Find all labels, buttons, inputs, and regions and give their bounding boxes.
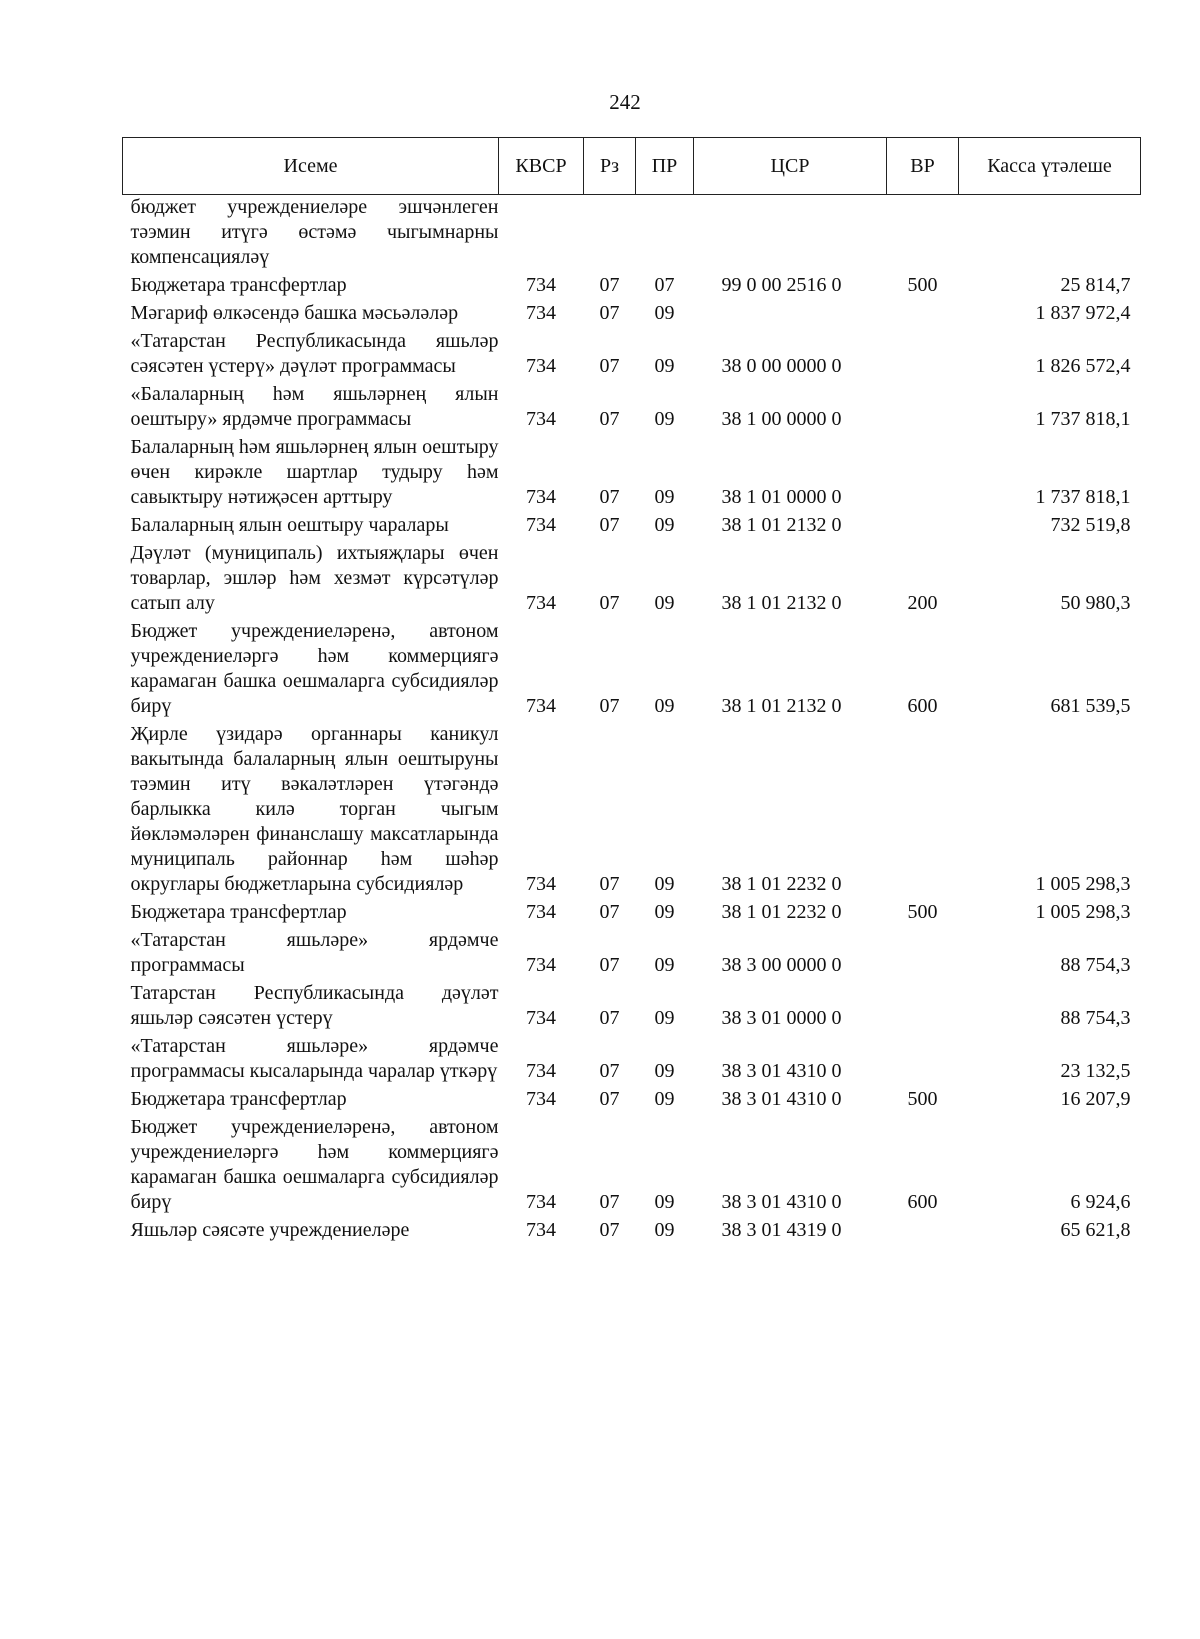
row-kvsr: 734 (526, 274, 556, 296)
row-pr: 09 (654, 1088, 675, 1110)
row-name: Яшьләр сәясәте учреждениеләре (130, 1219, 410, 1241)
table-row (123, 329, 1141, 382)
row-cash-execution: 1 837 972,4 (1035, 302, 1131, 324)
row-kvsr: 734 (526, 1007, 556, 1029)
row-rz: 07 (599, 1219, 620, 1241)
row-kvsr: 734 (526, 592, 556, 614)
header-name: Исеме (123, 138, 499, 195)
row-vr (887, 382, 959, 435)
row-pr (636, 195, 694, 274)
table-row (123, 301, 1141, 329)
row-csr: 99 0 00 2516 0 (721, 274, 842, 296)
row-name: «Балаларның һәм яшьләрнең ялын оештыру» ярдәмче программасы (130, 383, 499, 430)
header-vr: ВР (887, 138, 959, 195)
row-csr: 38 1 01 2232 0 (721, 901, 842, 923)
row-rz: 07 (599, 302, 620, 324)
table-row (123, 900, 1141, 928)
row-cash-execution: 1 005 298,3 (1035, 901, 1131, 923)
row-cash-execution: 6 924,6 (1070, 1191, 1131, 1213)
row-rz: 07 (599, 592, 620, 614)
row-rz: 07 (599, 1191, 620, 1213)
table-row (123, 1034, 1141, 1087)
row-rz: 07 (599, 1007, 620, 1029)
table-body (123, 195, 1141, 1247)
row-kvsr: 734 (526, 954, 556, 976)
table-row (123, 195, 1141, 274)
row-rz: 07 (599, 514, 620, 536)
row-pr: 09 (654, 1219, 675, 1241)
row-csr: 38 1 01 2232 0 (721, 873, 842, 895)
row-rz: 07 (599, 486, 620, 508)
row-name: «Татарстан Республикасында яшьләр сәясәтен үстерү» дәүләт программасы (130, 330, 499, 377)
row-kvsr (499, 195, 584, 274)
row-cash-execution: 65 621,8 (1060, 1219, 1131, 1241)
row-pr: 07 (654, 274, 675, 296)
table-row (123, 1218, 1141, 1246)
row-csr: 38 3 01 0000 0 (721, 1007, 842, 1029)
row-vr (887, 301, 959, 329)
row-csr: 38 3 01 4310 0 (721, 1060, 842, 1082)
row-cash-execution: 732 519,8 (1050, 514, 1131, 536)
header-kvsr: КВСР (499, 138, 584, 195)
row-kvsr: 734 (526, 1060, 556, 1082)
row-rz: 07 (599, 954, 620, 976)
row-vr (887, 329, 959, 382)
table-row (123, 382, 1141, 435)
row-vr: 500 (907, 274, 938, 296)
row-cash-execution: 50 980,3 (1060, 592, 1131, 614)
row-rz (584, 195, 636, 274)
row-vr (887, 1034, 959, 1087)
row-name: Балаларның ялын оештыру чаралары (130, 514, 449, 536)
row-cash-execution: 88 754,3 (1060, 954, 1131, 976)
row-pr: 09 (654, 901, 675, 923)
row-pr: 09 (654, 1007, 675, 1029)
row-vr (887, 722, 959, 900)
row-pr: 09 (654, 355, 675, 377)
table-row (123, 981, 1141, 1034)
table-row (123, 928, 1141, 981)
table-header (123, 138, 1141, 195)
row-name: Җирле үзидарә органнары каникул вакытында балаларның ялын оештыруны тәэмин итү вәкаләтләрен үтәгәндә барлыкка килә торган чыгым йөкләмәләрен финанслашу максатларында муниципаль районнар һәм шәһәр округлары бюджетларына субсидияләр (130, 723, 499, 895)
row-kvsr: 734 (526, 873, 556, 895)
row-pr: 09 (654, 1060, 675, 1082)
row-rz: 07 (599, 695, 620, 717)
row-kvsr: 734 (526, 302, 556, 324)
table-row (123, 541, 1141, 619)
row-name: Мәгариф өлкәсендә башка мәсьәләләр (130, 302, 459, 324)
row-kvsr: 734 (526, 1191, 556, 1213)
table-row (123, 273, 1141, 301)
row-kvsr: 734 (526, 695, 556, 717)
row-kvsr: 734 (526, 355, 556, 377)
row-csr: 38 0 00 0000 0 (721, 355, 842, 377)
row-pr: 09 (654, 873, 675, 895)
row-cash-execution: 16 207,9 (1060, 1088, 1131, 1110)
row-cash-execution (959, 195, 1141, 274)
table-row (123, 1087, 1141, 1115)
row-name: Балаларның һәм яшьләрнең ялын оештыру өчен кирәкле шартлар тудыру һәм савыктыру нәтиҗәсен арттыру (130, 436, 499, 508)
row-pr: 09 (654, 302, 675, 324)
row-cash-execution: 88 754,3 (1060, 1007, 1131, 1029)
row-rz: 07 (599, 901, 620, 923)
row-csr: 38 1 00 0000 0 (721, 408, 842, 430)
row-name: Дәүләт (муниципаль) ихтыяҗлары өчен товарлар, эшләр һәм хезмәт күрсәтүләр сатып алу (130, 542, 499, 614)
header-rz: Рз (584, 138, 636, 195)
header-csr: ЦСР (694, 138, 887, 195)
table-row (123, 722, 1141, 900)
row-rz: 07 (599, 873, 620, 895)
row-vr (887, 435, 959, 513)
row-vr (887, 928, 959, 981)
row-vr: 500 (907, 1088, 938, 1110)
row-cash-execution: 1 737 818,1 (1035, 486, 1131, 508)
table-row (123, 619, 1141, 722)
row-name: Бюджет учреждениеләренә, автоном учреждениеләргә һәм коммерциягә карамаган башка оешмаларга субсидияләр бирү (130, 620, 499, 717)
row-pr: 09 (654, 486, 675, 508)
budget-table (122, 137, 1141, 1246)
row-vr: 200 (907, 592, 938, 614)
row-name: Бюджетара трансфертлар (130, 1088, 347, 1110)
row-csr: 38 3 00 0000 0 (721, 954, 842, 976)
row-cash-execution: 1 826 572,4 (1035, 355, 1131, 377)
row-name: бюджет учреждениеләре эшчәнлеген тәэмин итүгә өстәмә чыгымнарны компенсацияләү (130, 196, 499, 268)
row-pr: 09 (654, 954, 675, 976)
row-vr (887, 981, 959, 1034)
row-vr (887, 1218, 959, 1246)
table-row (123, 513, 1141, 541)
row-rz: 07 (599, 408, 620, 430)
row-kvsr: 734 (526, 408, 556, 430)
row-rz: 07 (599, 1088, 620, 1110)
row-cash-execution: 1 005 298,3 (1035, 873, 1131, 895)
row-kvsr: 734 (526, 901, 556, 923)
table-row (123, 1115, 1141, 1218)
page-number: 242 (609, 90, 641, 114)
row-pr: 09 (654, 592, 675, 614)
row-csr: 38 1 01 2132 0 (721, 592, 842, 614)
row-kvsr: 734 (526, 514, 556, 536)
row-vr: 600 (907, 695, 938, 717)
row-pr: 09 (654, 1191, 675, 1213)
row-name: Бюджетара трансфертлар (130, 901, 347, 923)
row-name: Татарстан Республикасында дәүләт яшьләр сәясәтен үстерү (130, 982, 499, 1029)
row-csr: 38 3 01 4310 0 (721, 1191, 842, 1213)
row-cash-execution: 681 539,5 (1050, 695, 1131, 717)
row-cash-execution: 1 737 818,1 (1035, 408, 1131, 430)
row-kvsr: 734 (526, 486, 556, 508)
row-csr: 38 3 01 4310 0 (721, 1088, 842, 1110)
row-name: Бюджет учреждениеләренә, автоном учреждениеләргә һәм коммерциягә карамаган башка оешмаларга субсидияләр бирү (130, 1116, 499, 1213)
row-name: Бюджетара трансфертлар (130, 274, 347, 296)
row-vr (887, 195, 959, 274)
row-pr: 09 (654, 514, 675, 536)
header-cash-execution: Касса үтәлеше (959, 138, 1141, 195)
row-kvsr: 734 (526, 1088, 556, 1110)
row-csr: 38 1 01 0000 0 (721, 486, 842, 508)
row-csr: 38 1 01 2132 0 (721, 514, 842, 536)
row-vr: 500 (907, 901, 938, 923)
row-name: «Татарстан яшьләре» ярдәмче программасы (130, 929, 499, 976)
row-csr: 38 3 01 4319 0 (721, 1219, 842, 1241)
row-csr (694, 195, 887, 274)
row-csr: 38 1 01 2132 0 (721, 695, 842, 717)
row-csr (694, 301, 887, 329)
header-pr: ПР (636, 138, 694, 195)
row-pr: 09 (654, 408, 675, 430)
row-name: «Татарстан яшьләре» ярдәмче программасы кысаларында чаралар үткәрү (130, 1035, 499, 1082)
row-kvsr: 734 (526, 1219, 556, 1241)
row-vr: 600 (907, 1191, 938, 1213)
row-cash-execution: 23 132,5 (1060, 1060, 1131, 1082)
row-cash-execution: 25 814,7 (1060, 274, 1131, 296)
table-row (123, 435, 1141, 513)
row-rz: 07 (599, 274, 620, 296)
row-rz: 07 (599, 1060, 620, 1082)
row-vr (887, 513, 959, 541)
row-pr: 09 (654, 695, 675, 717)
row-rz: 07 (599, 355, 620, 377)
